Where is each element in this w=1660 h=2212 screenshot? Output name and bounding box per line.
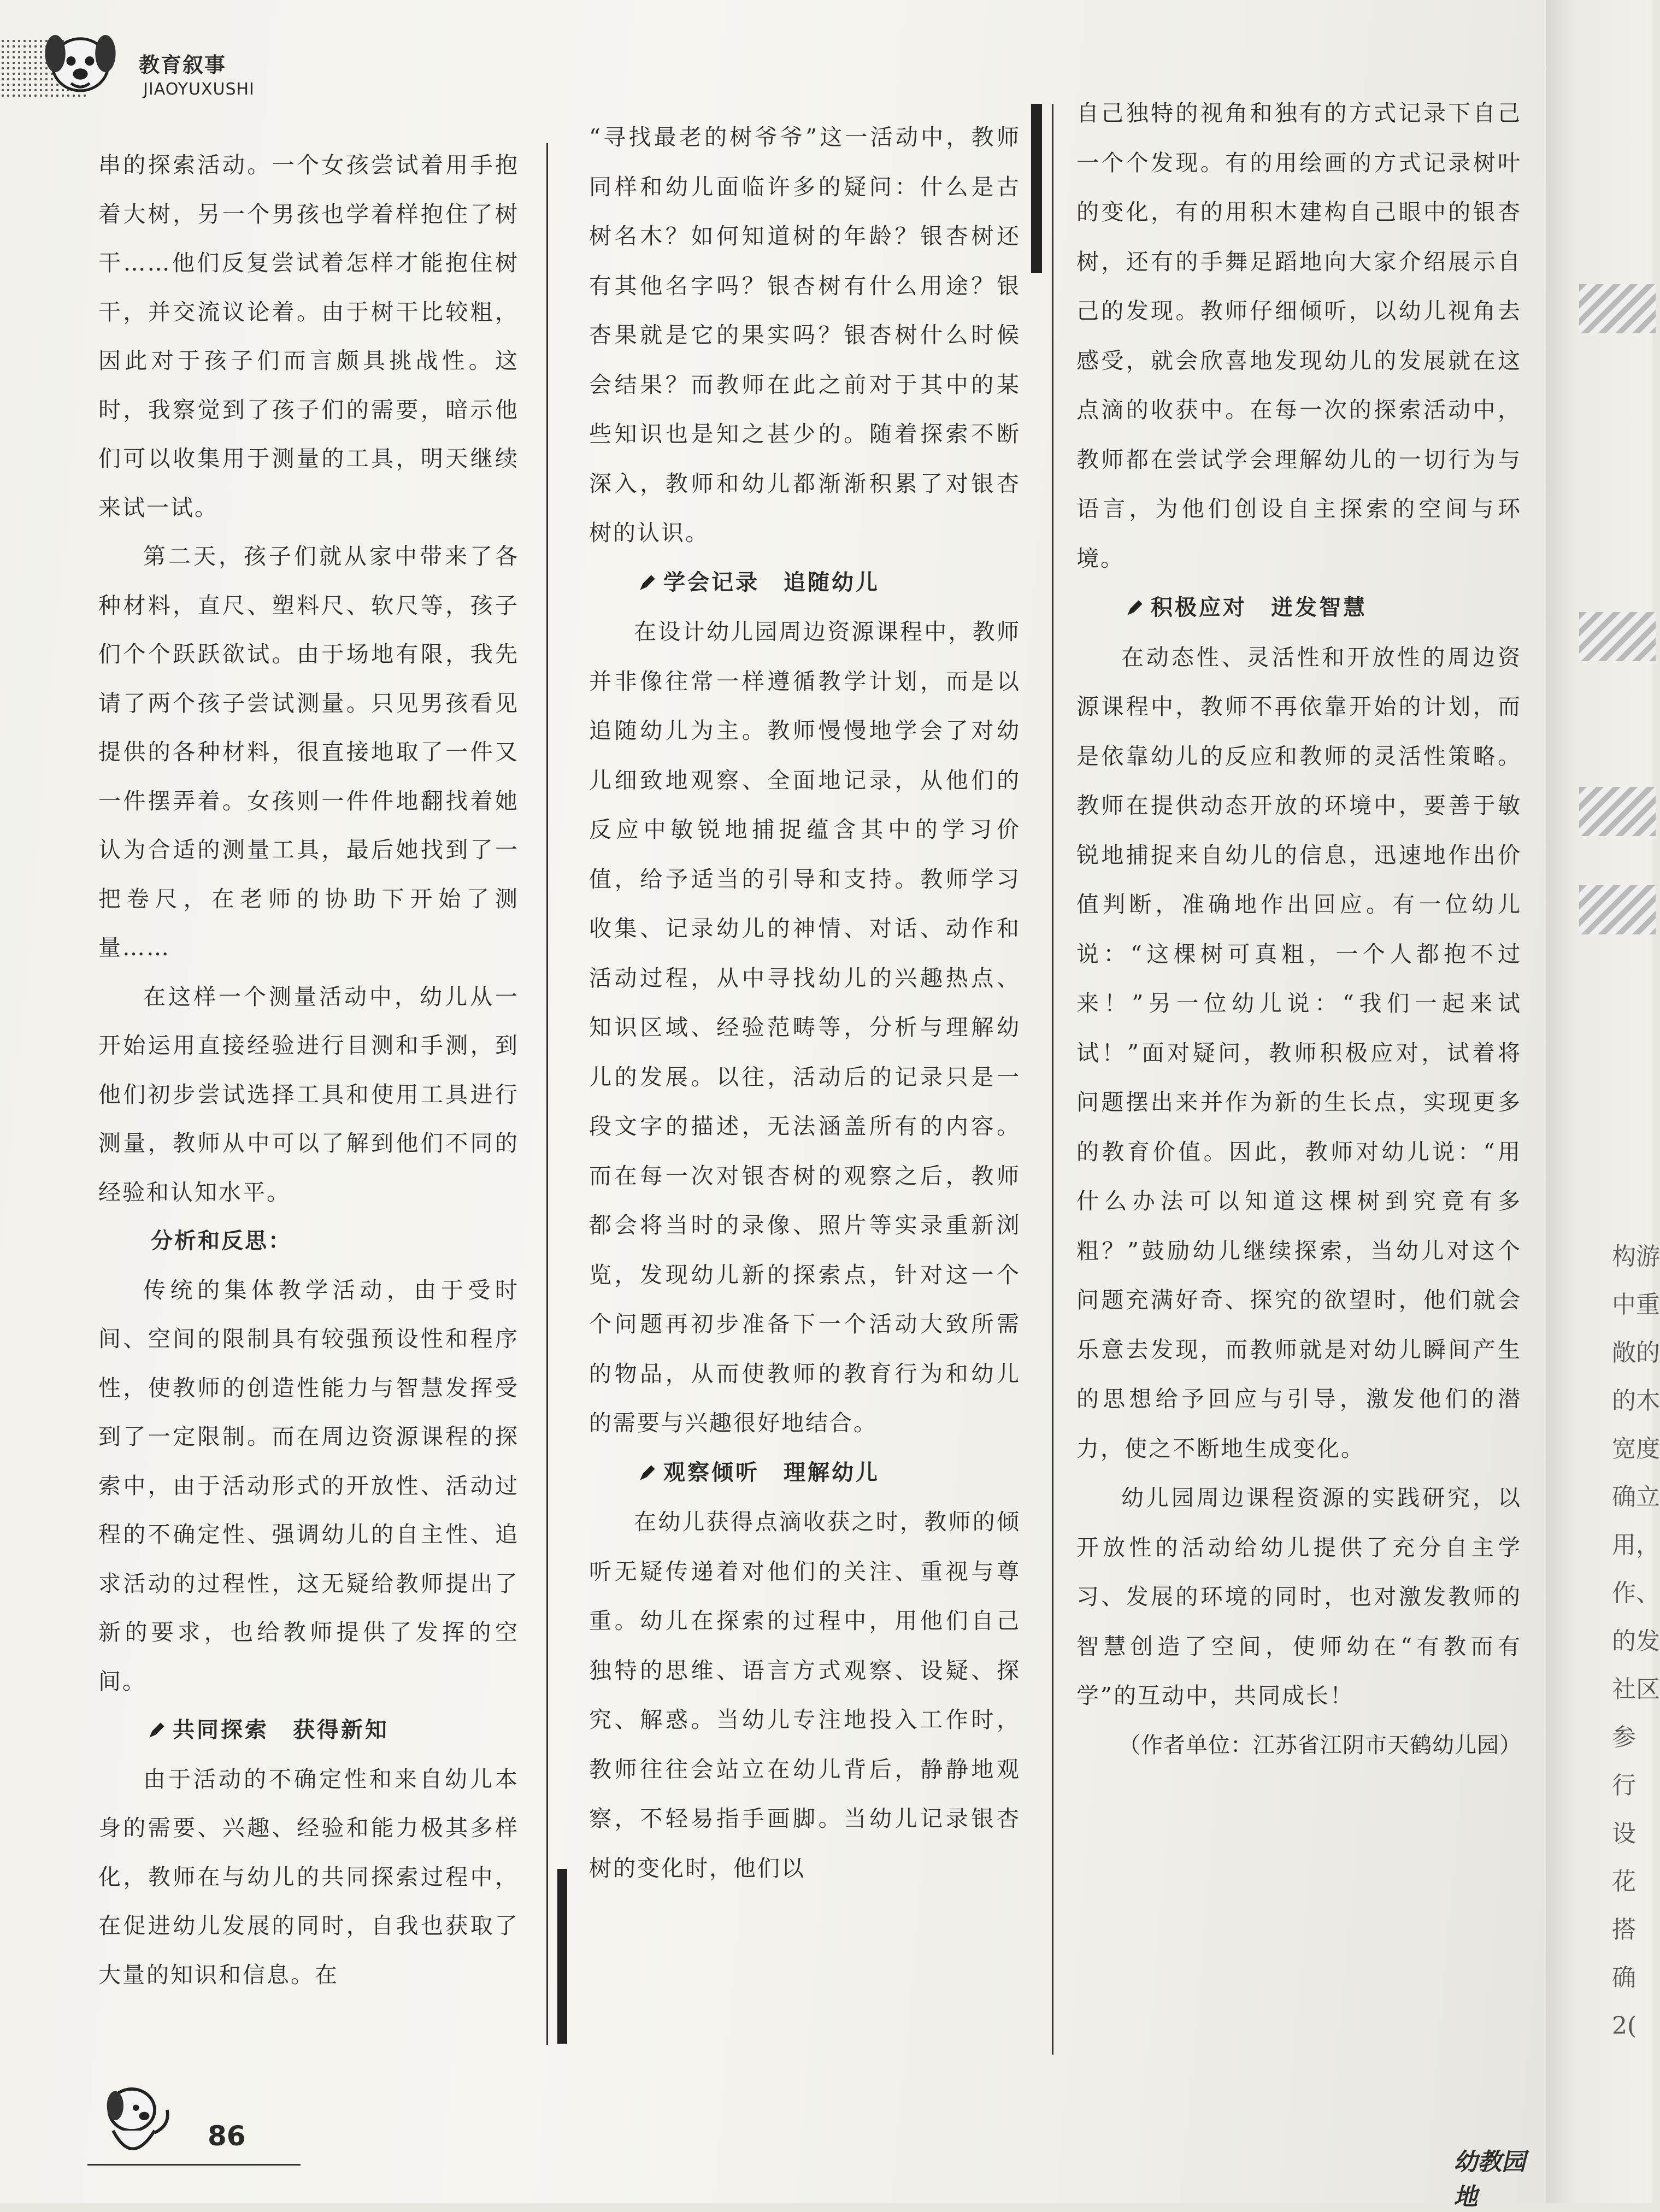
adjacent-page-fragment: 参 (1612, 1723, 1636, 1751)
column-divider-accent (557, 1869, 567, 2044)
pencil-icon (1126, 598, 1144, 617)
subheading: 分析和反思： (151, 1228, 292, 1254)
pencil-icon (638, 573, 657, 592)
decorative-stripe (1579, 787, 1656, 836)
adjacent-page-fragment: 用， (1612, 1531, 1660, 1559)
section-heading: 积极应对 迸发智慧 (1076, 583, 1522, 633)
footer-rule (87, 2164, 301, 2166)
adjacent-page-fragment: 确 (1612, 1964, 1636, 1992)
adjacent-page-fragment: 的木 (1612, 1387, 1660, 1415)
pencil-icon (638, 1463, 657, 1482)
puppy-mascot-icon (34, 16, 127, 109)
paragraph: 自己独特的视角和独有的方式记录下自己一个个发现。有的用绘画的方式记录树叶的变化，有的用积木建构自己眼中的银杏树，还有的手舞足蹈地向大家介绍展示自己的发现。教师仔细倾听，以幼儿视角去感受，就会欣喜地发现幼儿的发展就在这点滴的收获中。在每一次的探索活动中，教师都在尝试学会理解幼儿的一切行为与语言，为他们创设自主探索的空间与环境。 (1076, 100, 1522, 572)
adjacent-page-fragment: 设 (1612, 1820, 1636, 1848)
paragraph: 由于活动的不确定性和来自幼儿本身的需要、兴趣、经验和能力极其多样化，教师在与幼儿的共同探索过程中，在促进幼儿发展的同时，自我也获取了大量的知识和信息。在 (98, 1766, 519, 1988)
author-affiliation: （作者单位：江苏省江阴市天鹤幼儿园） (1119, 1732, 1522, 1758)
section-subtitle: JIAOYUXUSHI (143, 80, 255, 99)
magazine-logo: 幼教园地 (1453, 2148, 1526, 2211)
adjacent-page-fragment: 构游 (1612, 1243, 1660, 1270)
column-divider (1052, 104, 1053, 2055)
adjacent-page-fragment: 花 (1612, 1868, 1636, 1896)
adjacent-page-fragment: 作、 (1612, 1579, 1660, 1607)
paragraph: 在幼儿获得点滴收获之时，教师的倾听无疑传递着对他们的关注、重视与尊重。幼儿在探索的过程中，用他们自己独特的思维、语言方式观察、设疑、探究、解惑。当幼儿专注地投入工作时，教师往往会站立在幼儿背后，静静地观察，不轻易指手画脚。当幼儿记录银杏树的变化时，他们以 (589, 1509, 1021, 1881)
page-number: 86 (208, 2120, 246, 2152)
adjacent-page-fragment: 敞的 (1612, 1339, 1660, 1367)
paragraph: 在动态性、灵活性和开放性的周边资源课程中，教师不再依靠开始的计划，而是依靠幼儿的反应和教师的灵活性策略。教师在提供动态开放的环境中，要善于敏锐地捕捉来自幼儿的信息，迅速地作出价值判断，准确地作出回应。有一位幼儿说：“这棵树可真粗，一个人都抱不过来！”另一位幼儿说：“我们一起来试试！”面对疑问，教师积极应对，试着将问题摆出来并作为新的生长点，实现更多的教育价值。因此，教师对幼儿说：“用什么办法可以知道这棵树到究竟有多粗？”鼓励幼儿继续探索，当幼儿对这个问题充满好奇、探究的欲望时，他们就会乐意去发现，而教师就是对幼儿瞬间产生的思想给予回应与引导，激发他们的潜力，使之不断地生成变化。 (1076, 644, 1522, 1462)
section-heading: 观察倾听 理解幼儿 (589, 1448, 1021, 1498)
adjacent-page-fragment: 行 (1612, 1772, 1636, 1799)
decorative-stripe (1579, 885, 1656, 934)
adjacent-page-fragment: 确立 (1612, 1483, 1660, 1511)
paragraph: 在这样一个测量活动中，幼儿从一开始运用直接经验进行目测和手测，到他们初步尝试选择工具和使用工具进行测量，教师从中可以了解到他们不同的经验和认知水平。 (98, 983, 519, 1205)
section-heading: 学会记录 追随幼儿 (589, 558, 1021, 608)
paragraph: “寻找最老的树爷爷”这一活动中，教师同样和幼儿面临许多的疑问：什么是古树名木？如何知道树的年龄？银杏树还有其他名字吗？银杏树有什么用途？银杏果就是它的果实吗？银杏树什么时候会结果？而教师在此之前对于其中的某些知识也是知之甚少的。随着探索不断深入，教师和幼儿都渐渐积累了对银杏树的认识。 (589, 124, 1021, 546)
column-divider (546, 143, 548, 2045)
paragraph: 第二天，孩子们就从家中带来了各种材料，直尺、塑料尺、软尺等，孩子们个个跃跃欲试。由于场地有限，我先请了两个孩子尝试测量。只见男孩看见提供的各种材料，很直接地取了一件又一件摆弄着。女孩则一件件地翻找着她认为合适的测量工具，最后她找到了一把卷尺，在老师的协助下开始了测量…… (98, 543, 519, 961)
adjacent-page-fragment: 中重 (1612, 1291, 1660, 1319)
column-divider-accent (1031, 104, 1042, 273)
adjacent-page-fragment: 2( (1612, 2012, 1637, 2040)
adjacent-page-fragment: 的发 (1612, 1627, 1660, 1655)
paragraph: 传统的集体教学活动，由于受时间、空间的限制具有较强预设性和程序性，使教师的创造性能力与智慧发挥受到了一定限制。而在周边资源课程的探索中，由于活动形式的开放性、活动过程的不确定性、强调幼儿的自主性、追求活动的过程性，这无疑给教师提出了新的要求，也给教师提供了发挥的空间。 (98, 1276, 519, 1695)
text-column-2 (589, 113, 1021, 1893)
text-column-1 (98, 141, 519, 1999)
section-heading: 共同探索 获得新知 (98, 1706, 519, 1755)
section-title: 教育叙事 (139, 52, 227, 77)
dog-mascot-icon (82, 2066, 186, 2175)
paragraph: 幼儿园周边课程资源的实践研究，以开放性的活动给幼儿提供了充分自主学习、发展的环境的同时，也对激发教师的智慧创造了空间，使师幼在“有教而有学”的互动中，共同成长！ (1076, 1485, 1522, 1709)
adjacent-page-fragment: 搭 (1612, 1916, 1636, 1944)
adjacent-page-fragment: 宽度 (1612, 1435, 1660, 1463)
text-column-3 (1076, 89, 1522, 1770)
adjacent-page-fragment: 社区 (1612, 1675, 1660, 1703)
paragraph: 在设计幼儿园周边资源课程中，教师并非像往常一样遵循教学计划，而是以追随幼儿为主。教师慢慢地学会了对幼儿细致地观察、全面地记录，从他们的反应中敏锐地捕捉蕴含其中的学习价值，给予适当的引导和支持。教师学习收集、记录幼儿的神情、对话、动作和活动过程，从中寻找幼儿的兴趣热点、知识区域、经验范畴等，分析与理解幼儿的发展。以往，活动后的记录只是一段文字的描述，无法涵盖所有的内容。而在每一次对银杏树的观察之后，教师都会将当时的录像、照片等实录重新浏览，发现幼儿新的探索点，针对这一个个问题再初步准备下一个活动大致所需的物品，从而使教师的教育行为和幼儿的需要与兴趣很好地结合。 (589, 619, 1021, 1436)
decorative-stripe (1579, 284, 1656, 333)
paragraph: 串的探索活动。一个女孩尝试着用手抱着大树，另一个男孩也学着样抱住了树干……他们反复尝试着怎样才能抱住树干，并交流议论着。由于树干比较粗，因此对于孩子们而言颇具挑战性。这时，我察觉到了孩子们的需要，暗示他们可以收集用于测量的工具，明天继续来试一试。 (98, 152, 519, 521)
decorative-stripe (1579, 612, 1656, 661)
pencil-icon (148, 1721, 166, 1739)
adjacent-page-edge (1546, 0, 1660, 2203)
